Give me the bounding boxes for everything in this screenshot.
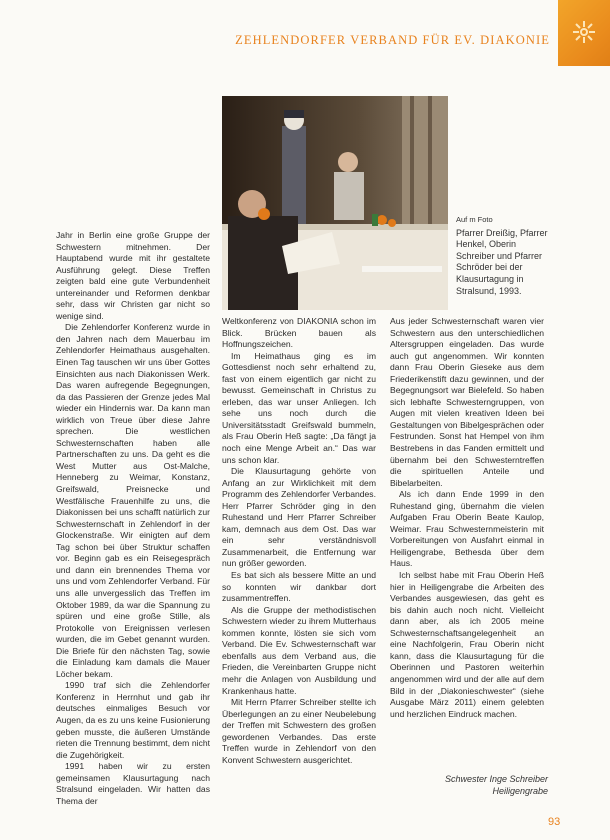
article-column-3	[390, 316, 544, 720]
author-place: Heiligengrabe	[492, 785, 548, 796]
corner-decoration	[558, 0, 610, 66]
article-column-2	[222, 316, 376, 766]
page-number: 93	[548, 816, 561, 828]
paragraph: Als die Gruppe der methodistischen Schwestern wieder zu ihrem Mutterhaus kommen konnte, lösten sie sich vom Verband. Die Ev. Schwesternschaft war ebenfalls aus dem Verband aus, die Frieden, die Vereinbarten Gruppe nicht mehr die Anlagen von Ausbildung und Krankenhaus hatte.	[222, 604, 376, 696]
caption-text: Pfarrer Dreißig, Pfarrer Henkel, Oberin Schreiber und Pfarrer Schröder bei der Klausurtagung in Stralsund, 1993.	[456, 227, 548, 296]
page-title: ZEHLENDORFER VERBAND FÜR EV. DIAKONIE	[235, 33, 550, 47]
flower-icon	[571, 19, 597, 45]
paragraph: Die Klausurtagung gehörte von Anfang an zur Wirklichkeit mit dem Programm des Zehlendorfer Verbandes. Herr Pfarrer Schröder ging in den Ruhestand und Herr Pfarrer Schreiber kam, demnach aus dem Ost. Das war ein sehr verständnisvoll Zusammenarbeit, die Entfernung war nun größer geworden.	[222, 466, 376, 569]
meeting-photo	[222, 96, 448, 310]
paragraph: Im Heimathaus ging es im Gottesdienst noch sehr erhaltend zu, fast von einem eigentlich gar nicht zu bewusst. Gemeinschaft in Christus zu erleben, das war unser Anliegen. Ich sehe uns noch durch die Universitätsstadt Greifswald bummeln, als Frau Oberin Heß sagte: „Da fängt ja noch eine Menge Arbeit an.“ Das war uns schon klar.	[222, 350, 376, 465]
paragraph: Jahr in Berlin eine große Gruppe der Schwestern mitnehmen. Der Hauptabend wurde mit ihr gestaltete Ausführung gelegt. Diese Treffen zeigten bald eine gute Verbundenheit untereinander und Reformen denkbar sehr, dass wir Christen gar nicht so wenige sind.	[56, 230, 210, 321]
photo-image	[222, 96, 448, 310]
paragraph: Aus jeder Schwesternschaft waren vier Schwestern aus den unterschiedlichen Altersgruppen eingeladen. Das wurde auch gut angenommen. Wir konnten dann Frau Oberin Gieseke aus dem Friederikenstift dazu gewinnen, und der Begegnungsort war Bielefeld. So haben sich lebhafte Schwesterngruppen, von Augen mit vielen kreativen Ideen bei Gestaltungen von Bibelgesprächen oder Festrunden. Sonst hat Hempel von ihm Bestrebens in das Fanden ermittelt und übernahm bei den Schwesterntreffen die spirituellen Anteile und Bibelarbeiten.	[390, 316, 544, 488]
paragraph: 1991 haben wir zu ersten gemeinsamen Klausurtagung nach Stralsund eingeladen. Wir hatten das Thema der	[56, 761, 210, 806]
paragraph: 1990 traf sich die Zehlendorfer Konferenz in Herrnhut und gab ihr deutsches einmaliges Besuch vor Augen, da es zu uns keine Fusionierung geben musste, die äußeren Umstände rieten die Trennung bestimmt, dem nicht die Zugehörigkeit.	[56, 680, 210, 760]
paragraph: Die Zehlendorfer Konferenz wurde in den Jahren nach dem Mauerbau im Zehlendorfer Heimathaus ausgehalten. Einen Tag tauschen wir uns über Gottes Einsichten aus nach Diakonissen Werk. Das waren aufregende Begegnungen, da das Passieren der Grenze jedes Mal wieder ein Hindernis war. Da kann man wirklich von Treue über diese Jahre sprechen. Die westlichen Schwesternschaften haben alle Partnerschaften zu uns. Da geht es die West Mutter aus Ost-Malche, Henneberg zu Weimar, Konstanz, Greifswald, Preisnecke und Westfälische Frauenhilfe zu uns, die Diakonissen bei uns schafft natürlich zur Schwesternschaft in Zehlendorf in der Glockenstraße. Wir einigten auf dem Tag schon bei über Struktur schaffen vor. Beginn gab es ein Reisegespräch und dann ein brennendes Thema vor uns und vom Zehlendorfer Verband. Für uns alle unvergesslich das Treffen im Oktober 1989, da war die Spannung zu spüren und eine große Stille, als Protokolle von Ereignissen verlesen wurden, die im Gebet genannt wurden. Die Briefe für den nächsten Tag, sowie die Einladung kam damals die Mauer Löcher bekam.	[56, 322, 210, 679]
paragraph: Mit Herrn Pfarrer Schreiber stellte ich Überlegungen an zu einer Neubelebung der Treffen mit Schwestern des großen gewordenen Verbandes. Das erste Treffen wurde in Zehlendorf von den Konvent Schwestern ausgerichtet.	[222, 697, 376, 765]
paragraph: Als ich dann Ende 1999 in den Ruhestand ging, übernahm die vielen Aufgaben Frau Oberin Beate Kaulop, Weimar. Frau Schwesternmeisterin mit Vorbereitungen von Ausfahrt einmal in Heiligengrabe, Bethesda über dem Haus.	[390, 489, 544, 569]
paragraph: Es bat sich als bessere Mitte an und so konnten wir dankbar dort zusammentreffen.	[222, 570, 376, 604]
photo-caption	[456, 214, 552, 297]
paragraph: Ich selbst habe mit Frau Oberin Heß hier in Heiligengrabe die Arbeiten des Verbandes ausgewiesen, das geht es bis dahin auch noch nicht. Vielleicht dann aber, als ich 2005 meine Schwesternschaftsangelegenheit an eine Nachfolgerin, Frau Oberin nicht kann, dass die Klausurtagung für die Oberinnen und Pastoren weiterhin angenommen wird und der alle auf dem Bild in der „Diakonieschwester“ (siehe Ausgabe März 2011) einem gelebten und herzlichen Eindruck machen.	[390, 570, 544, 719]
caption-label: Auf m Foto	[456, 215, 493, 224]
paragraph: Weltkonferenz von DIAKONIA schon im Blick. Brücken bauen als Hoffnungszeichen.	[222, 316, 376, 350]
author-name: Schwester Inge Schreiber	[444, 774, 548, 784]
article-column-1	[56, 230, 210, 807]
author-signature	[420, 774, 548, 797]
